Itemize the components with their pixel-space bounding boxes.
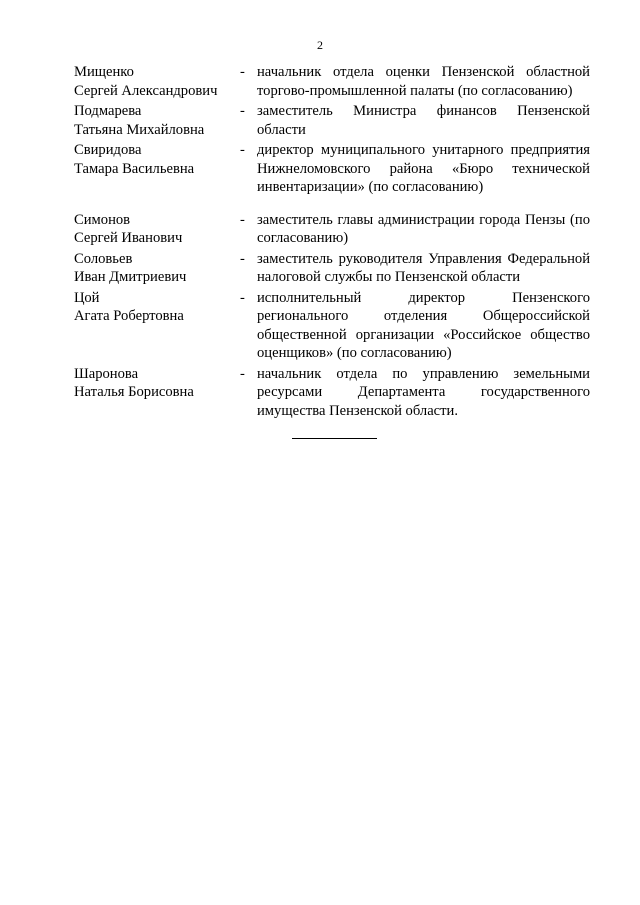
member-surname: Шаронова bbox=[74, 365, 139, 382]
member-surname: Свиридова bbox=[74, 142, 142, 158]
member-role: заместитель главы администрации города Пензы (по согласованию) bbox=[257, 211, 590, 246]
member-given-names: Наталья Борисовна bbox=[74, 384, 194, 400]
member-row bbox=[74, 63, 590, 100]
member-row bbox=[74, 211, 590, 248]
member-row bbox=[74, 250, 590, 287]
member-dash: - bbox=[240, 211, 245, 228]
member-role: заместитель руководителя Управления Федеральной налоговой службы по Пензенской области bbox=[257, 250, 590, 285]
member-dash: - bbox=[240, 289, 245, 306]
member-dash: - bbox=[240, 64, 245, 80]
member-surname: Соловьев bbox=[74, 250, 133, 267]
page-number: 2 bbox=[317, 38, 323, 52]
member-row bbox=[74, 102, 590, 139]
members-list bbox=[74, 63, 590, 422]
member-surname: Цой bbox=[74, 289, 100, 306]
member-row bbox=[74, 141, 590, 197]
member-role: заместитель Министра финансов Пензенской области bbox=[257, 103, 590, 138]
member-name bbox=[74, 365, 240, 421]
end-of-list-rule bbox=[292, 438, 377, 439]
member-dash: - bbox=[240, 142, 245, 158]
member-dash: - bbox=[240, 250, 245, 267]
member-surname: Мищенко bbox=[74, 64, 134, 80]
member-dash: - bbox=[240, 365, 245, 382]
member-given-names: Иван Дмитриевич bbox=[74, 269, 187, 285]
member-name bbox=[74, 102, 240, 139]
member-name bbox=[74, 63, 240, 100]
member-given-names: Татьяна Михайловна bbox=[74, 121, 205, 138]
member-name bbox=[74, 211, 240, 248]
member-dash: - bbox=[240, 103, 245, 119]
member-name bbox=[74, 289, 240, 363]
member-name bbox=[74, 250, 240, 287]
member-surname: Симонов bbox=[74, 211, 131, 228]
member-row bbox=[74, 289, 590, 363]
member-role: исполнительный директор Пензенского регионального отделения Общероссийской общественной организации «Российское общество оценщиков» (по согласованию) bbox=[257, 289, 590, 361]
member-given-names: Агата Робертовна bbox=[74, 308, 184, 324]
member-name bbox=[74, 141, 240, 197]
member-role: директор муниципального унитарного предприятия Нижнеломовского района «Бюро технической инвентаризации» (по согласованию) bbox=[257, 142, 590, 195]
member-row bbox=[74, 365, 590, 421]
member-given-names: Сергей Иванович bbox=[74, 230, 183, 246]
member-given-names: Тамара Васильевна bbox=[74, 160, 195, 177]
member-given-names: Сергей Александрович bbox=[74, 82, 218, 99]
member-role: начальник отдела по управлению земельными ресурсами Департамента государственного имущества Пензенской области. bbox=[257, 365, 590, 419]
member-surname: Подмарева bbox=[74, 103, 142, 119]
member-role: начальник отдела оценки Пензенской областной торгово-промышленной палаты (по согласованию) bbox=[257, 64, 590, 99]
